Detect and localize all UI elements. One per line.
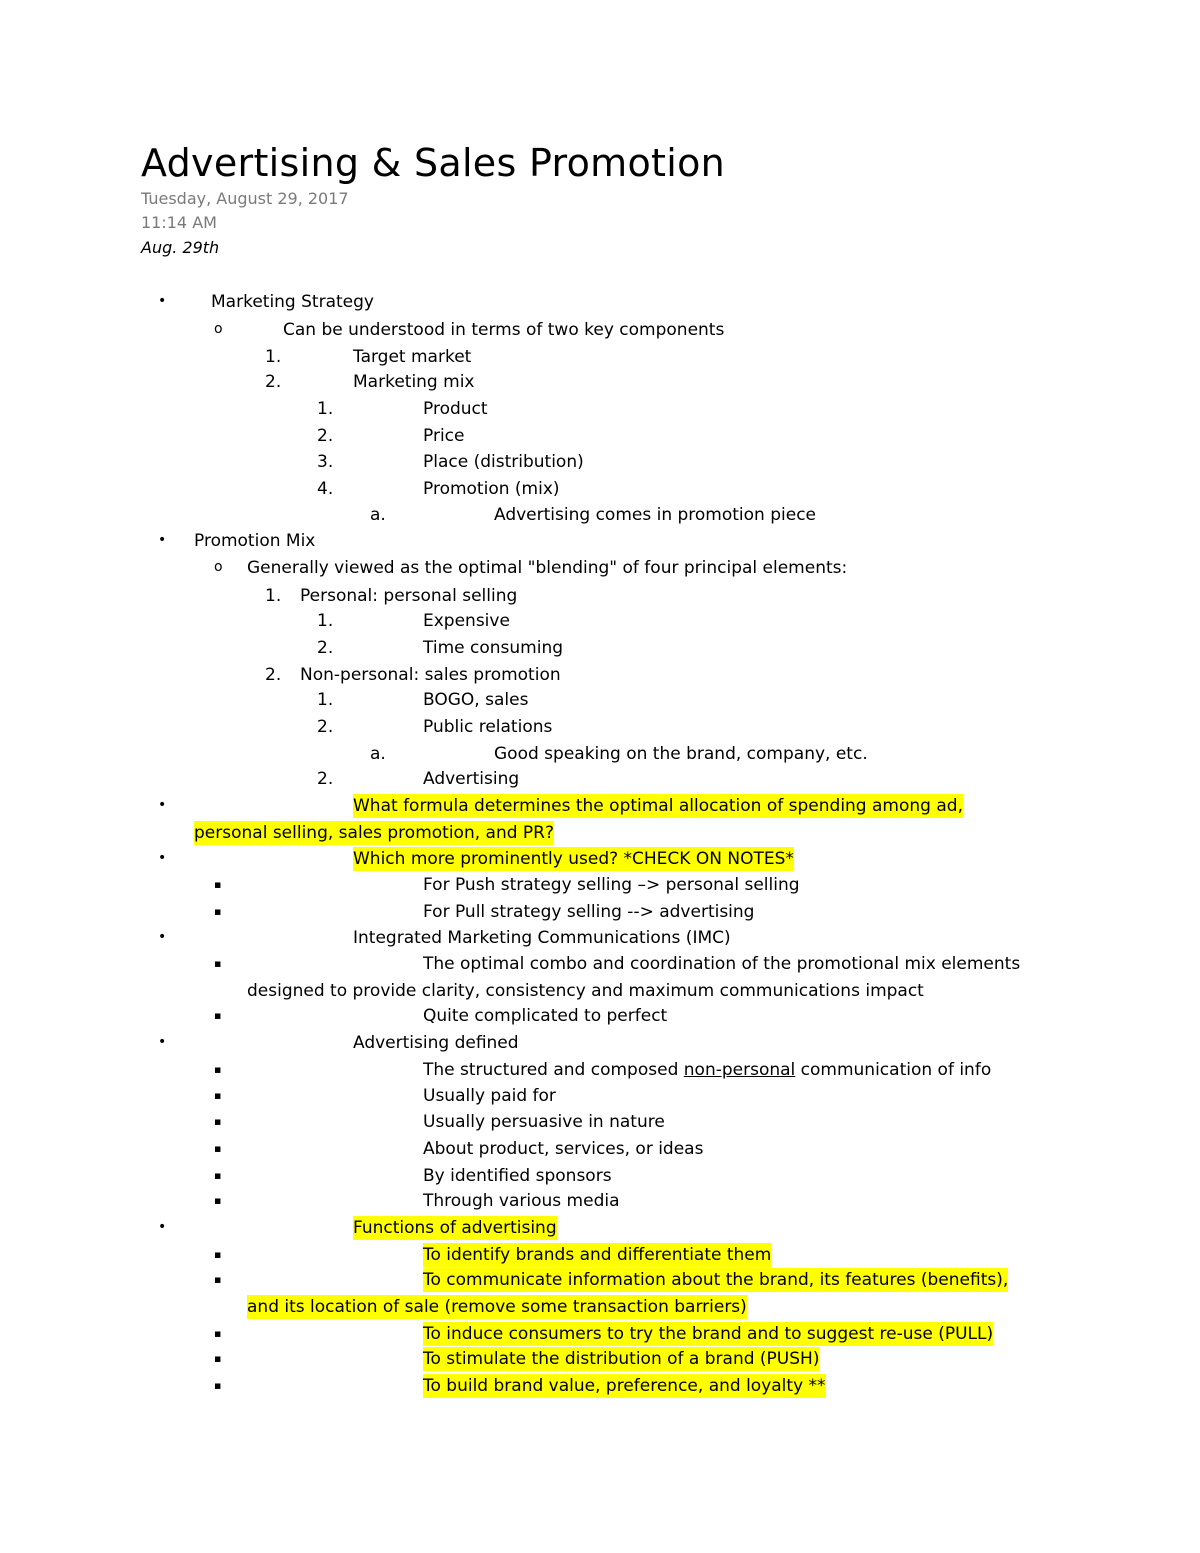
list-item-continuation: designed to provide clarity, consistency and maximum communications impact bbox=[247, 981, 924, 1001]
list-item-text: communication of info bbox=[795, 1060, 992, 1080]
list-number: 2. bbox=[317, 717, 334, 737]
note-time: 11:14 AM bbox=[141, 213, 217, 232]
list-number: 1. bbox=[317, 690, 334, 710]
list-number: 2. bbox=[317, 426, 334, 446]
list-item: Can be understood in terms of two key components bbox=[283, 320, 725, 340]
square-bullet-icon: ▪ bbox=[214, 1352, 222, 1365]
list-item: Non-personal: sales promotion bbox=[300, 665, 561, 685]
square-bullet-icon: ▪ bbox=[214, 957, 222, 970]
list-number: 2. bbox=[265, 665, 282, 685]
square-bullet-icon: ▪ bbox=[214, 1009, 222, 1022]
square-bullet-icon: ▪ bbox=[214, 1273, 222, 1286]
list-item: Integrated Marketing Communications (IMC) bbox=[353, 928, 731, 948]
square-bullet-icon: ▪ bbox=[214, 1194, 222, 1207]
highlighted-item: and its location of sale (remove some transaction barriers) bbox=[247, 1297, 747, 1317]
list-item: Expensive bbox=[423, 611, 510, 631]
list-item: Price bbox=[423, 426, 465, 446]
list-item: For Pull strategy selling --> advertising bbox=[423, 902, 755, 922]
list-number: 3. bbox=[317, 452, 334, 472]
square-bullet-icon: ▪ bbox=[214, 1142, 222, 1155]
bullet-icon: • bbox=[158, 293, 167, 309]
list-item: About product, services, or ideas bbox=[423, 1139, 704, 1159]
list-item: Marketing Strategy bbox=[211, 292, 374, 312]
square-bullet-icon: ▪ bbox=[214, 1115, 222, 1128]
list-item: Public relations bbox=[423, 717, 553, 737]
list-number: 1. bbox=[265, 586, 282, 606]
list-item: Usually persuasive in nature bbox=[423, 1112, 665, 1132]
list-number: 4. bbox=[317, 479, 334, 499]
list-letter: a. bbox=[370, 505, 386, 525]
list-item: Product bbox=[423, 399, 488, 419]
list-number: 2. bbox=[265, 372, 282, 392]
list-item: Promotion (mix) bbox=[423, 479, 560, 499]
list-letter: a. bbox=[370, 744, 386, 764]
list-number: 2. bbox=[317, 769, 334, 789]
list-item: BOGO, sales bbox=[423, 690, 529, 710]
note-dateline: Aug. 29th bbox=[141, 238, 220, 257]
highlighted-question: What formula determines the optimal allocation of spending among ad, bbox=[353, 796, 963, 816]
list-item: Through various media bbox=[423, 1191, 620, 1211]
square-bullet-icon: ▪ bbox=[214, 1248, 222, 1261]
list-item: By identified sponsors bbox=[423, 1166, 612, 1186]
list-number: 1. bbox=[265, 347, 282, 367]
highlighted-item: To communicate information about the brand, its features (benefits), bbox=[423, 1270, 1009, 1290]
list-item: Time consuming bbox=[423, 638, 564, 658]
highlighted-item: To induce consumers to try the brand and to suggest re-use (PULL) bbox=[423, 1324, 994, 1344]
square-bullet-icon: ▪ bbox=[214, 1169, 222, 1182]
highlighted-item: Functions of advertising bbox=[353, 1218, 557, 1238]
bullet-icon: • bbox=[158, 929, 167, 945]
page-title: Advertising & Sales Promotion bbox=[141, 141, 726, 185]
list-item: The optimal combo and coordination of the promotional mix elements bbox=[423, 954, 1021, 974]
highlighted-item: To stimulate the distribution of a brand (PUSH) bbox=[423, 1349, 820, 1369]
highlighted-item: To identify brands and differentiate them bbox=[423, 1245, 772, 1265]
list-item bbox=[423, 1058, 991, 1082]
highlighted-question: Which more prominently used? *CHECK ON NOTES* bbox=[353, 849, 794, 869]
list-item: Quite complicated to perfect bbox=[423, 1006, 668, 1026]
bullet-icon: • bbox=[158, 850, 167, 866]
bullet-icon: • bbox=[158, 797, 167, 813]
square-bullet-icon: ▪ bbox=[214, 1327, 222, 1340]
circle-bullet-icon: o bbox=[214, 321, 223, 337]
circle-bullet-icon: o bbox=[214, 559, 223, 575]
bullet-icon: • bbox=[158, 1034, 167, 1050]
square-bullet-icon: ▪ bbox=[214, 1379, 222, 1392]
list-item: Personal: personal selling bbox=[300, 586, 518, 606]
list-item: Promotion Mix bbox=[194, 531, 316, 551]
underlined-text: non-personal bbox=[683, 1060, 796, 1080]
list-number: 2. bbox=[317, 638, 334, 658]
highlighted-question: personal selling, sales promotion, and PR? bbox=[194, 823, 555, 843]
list-item: Generally viewed as the optimal "blending" of four principal elements: bbox=[247, 558, 848, 578]
bullet-icon: • bbox=[158, 532, 167, 548]
note-date: Tuesday, August 29, 2017 bbox=[141, 189, 349, 208]
list-item: Place (distribution) bbox=[423, 452, 584, 472]
highlighted-item: To build brand value, preference, and loyalty ** bbox=[423, 1376, 826, 1396]
list-number: 1. bbox=[317, 611, 334, 631]
list-item-text: The structured and composed bbox=[423, 1060, 684, 1080]
list-item: For Push strategy selling –> personal selling bbox=[423, 875, 800, 895]
bullet-icon: • bbox=[158, 1219, 167, 1235]
list-item: Target market bbox=[353, 347, 472, 367]
list-item: Advertising comes in promotion piece bbox=[494, 505, 817, 525]
list-item: Usually paid for bbox=[423, 1086, 556, 1106]
square-bullet-icon: ▪ bbox=[214, 1063, 222, 1076]
square-bullet-icon: ▪ bbox=[214, 1089, 222, 1102]
list-number: 1. bbox=[317, 399, 334, 419]
list-item: Marketing mix bbox=[353, 372, 475, 392]
square-bullet-icon: ▪ bbox=[214, 878, 222, 891]
list-item: Advertising defined bbox=[353, 1033, 519, 1053]
list-item: Advertising bbox=[423, 769, 520, 789]
list-item: Good speaking on the brand, company, etc. bbox=[494, 744, 868, 764]
square-bullet-icon: ▪ bbox=[214, 905, 222, 918]
